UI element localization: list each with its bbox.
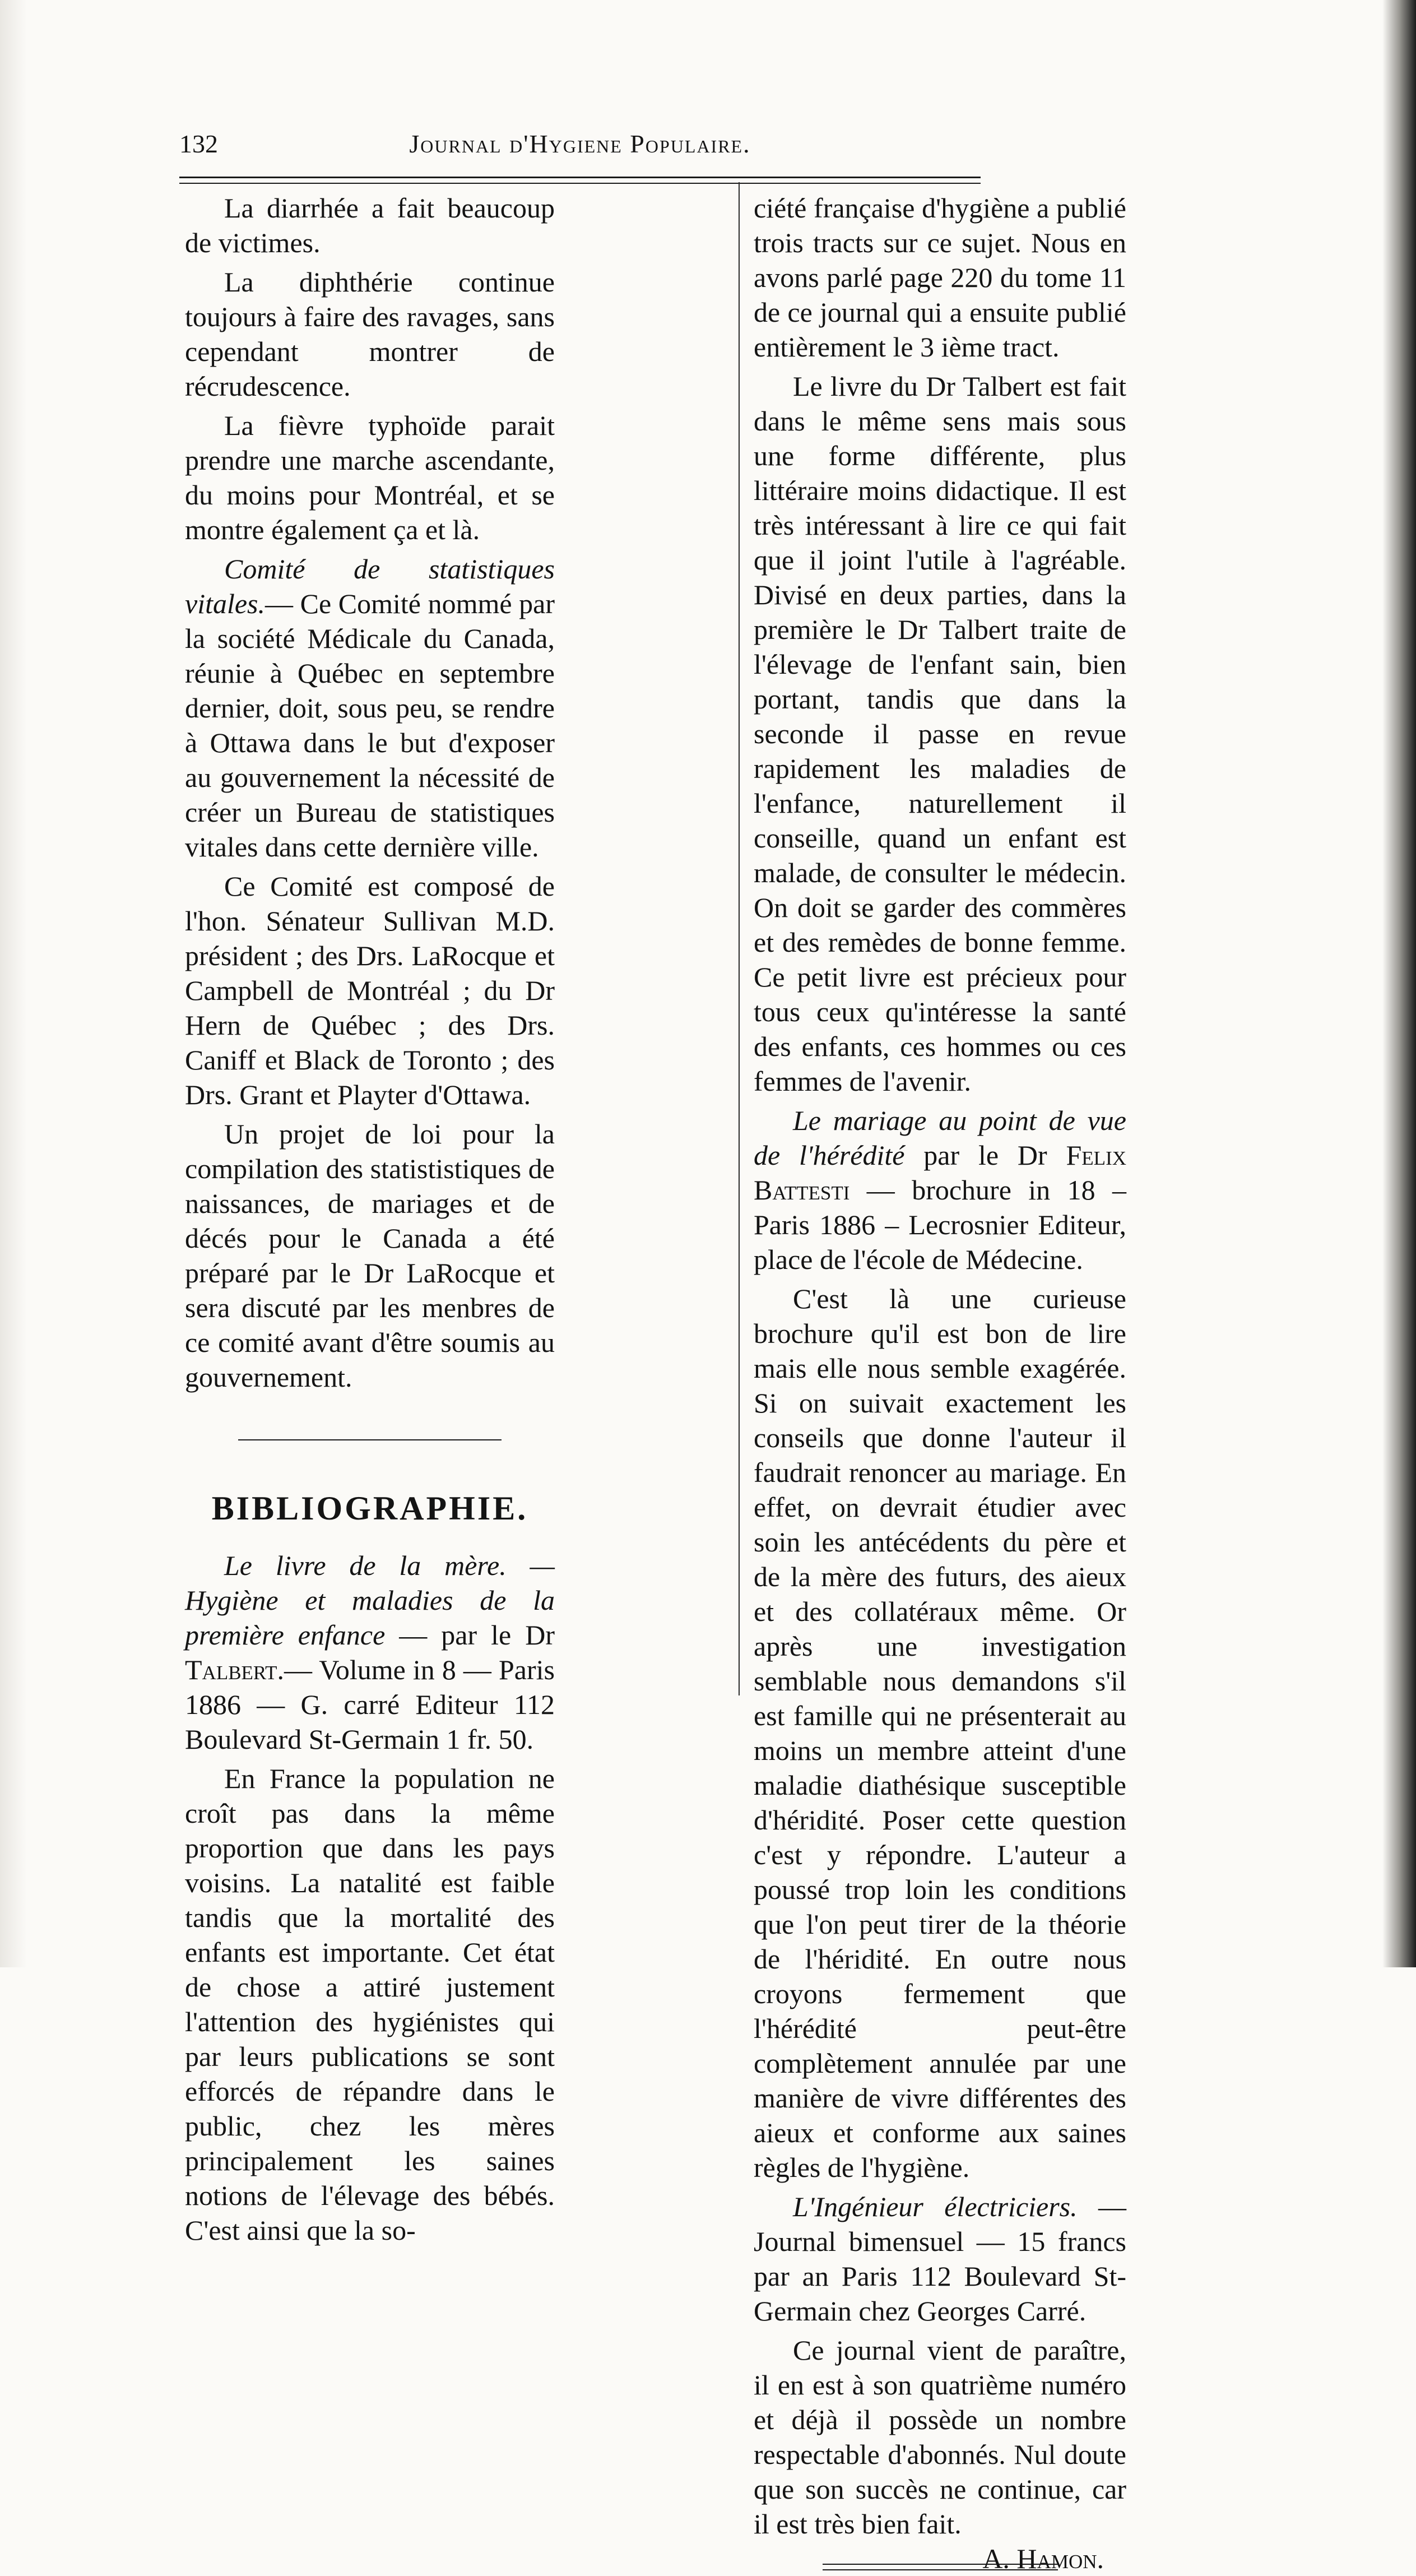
scan-edge-left — [0, 0, 27, 1967]
entry-details: — Journal bimensuel — 15 francs par an Paris 112 Boulevard St-Germain chez Georges Carré. — [754, 2191, 1126, 2327]
section-rule — [238, 1439, 502, 1440]
right-column — [754, 191, 1126, 2576]
paragraph — [185, 552, 555, 864]
entry-by: — par le Dr — [385, 1619, 555, 1651]
bibliography-entry — [754, 1103, 1126, 1277]
paragraph — [754, 2333, 1126, 2574]
author-name: Talbert. — [185, 1654, 285, 1685]
entry-details: — Volume in 8 — Paris 1886 — G. carré Editeur 112 Boulevard St-Germain 1 fr. 50. — [185, 1654, 555, 1755]
paragraph: La diarrhée a fait beaucoup de victimes. — [185, 192, 555, 258]
paragraph: Un projet de loi pour la compilation des statististiques de naissances, de mariages et de décés pour le Canada a été préparé par le Dr LaRocque et sera discuté par les menbres de ce comité avant d'être soumis au gouvernement. — [185, 1118, 555, 1393]
paragraph: La diphthérie continue toujours à faire des ravages, sans cependant montrer de récrudescence. — [185, 266, 555, 402]
paragraph: En France la population ne croît pas dans la même proportion que dans les pays voisins. La natalité est faible tandis que la mortalité des enfants est importante. Cet état de chose a attiré justement l'attention des hygiénistes qui par leurs publications se sont efforcés de répandre dans le public, chez les mères principalement les saines notions de l'élevage des bébés. C'est ainsi que la so- — [185, 1763, 555, 2246]
item-text: — Ce Comité nommé par la société Médicale du Canada, réunie à Québec en septembre dernier, doit, sous peu, se rendre à Ottawa dans le but d'exposer au gouvernement la nécessité de créer un Bureau de statistiques vitales dans cette dernière ville. — [185, 588, 555, 863]
scan-edge-right — [1382, 0, 1416, 1967]
entry-details: — brochure in 18 – Paris 1886 – Lecrosnier Editeur, place de l'école de Médecine. — [754, 1174, 1126, 1275]
column-divider — [739, 182, 740, 1695]
paragraph: Le livre du Dr Talbert est fait dans le même sens mais sous une forme différente, plus littéraire moins didactique. Il est très intéressant à lire ce qui fait que il joint l'utile à l'agréable. Divisé en deux parties, dans la première le Dr Talbert traite de l'élevage de l'enfant sain, bien portant, tandis que dans la seconde il passe en revue rapidement les maladies de l'enfance, naturellement il conseille, quand un enfant est malade, de consulter le médecin. On doit se garder des commères et des remèdes de bonne femme. Ce petit livre est précieux pour tous ceux qu'intéresse la santé des enfants, ces hommes ou ces femmes de l'avenir. — [754, 370, 1126, 1097]
book-title: Le mariage au point de vue de l'hérédité — [754, 1105, 1126, 1171]
signature: A. Hamon. — [982, 2543, 1104, 2574]
item-title: Comité de statistiques vitales. — [185, 553, 555, 619]
paragraph: La fièvre typhoïde parait prendre une marche ascendante, du moins pour Montréal, et se montre également ça et là. — [185, 410, 555, 545]
journal-name: L'Ingénieur électriciers. — [793, 2191, 1078, 2222]
journal-title: Journal d'Hygiene Populaire. — [409, 129, 751, 158]
bibliography-entry — [754, 2189, 1126, 2328]
bibliography-entry — [185, 1548, 555, 1757]
paragraph: C'est là une curieuse brochure qu'il est bon de lire mais elle nous semble exagérée. Si on suivait exactement les conseils que donne l'auteur il faudrait renoncer au mariage. En effet, on devrait étudier avec soin les antécédents du père et de la mère des futurs, des aieux et des collatéraux même. Or après une investigation semblable nous demandons s'il est famille qui ne présenterait au moins un membre atteint d'une maladie diathésique susceptible d'héridité. Poser cette question c'est y répondre. L'auteur a poussé trop loin les conditions que l'on peut tirer de la théorie de l'héridité. En outre nous croyons fermement que l'hérédité peut-être complètement annulée par une manière de vivre différentes des aieux et conforme aux saines règles de l'hygiène. — [754, 1283, 1126, 2183]
paragraph: ciété française d'hygiène a publié trois tracts sur ce sujet. Nous en avons parlé page 220 du tome 11 de ce journal qui a ensuite publié entièrement le 3 ième tract. — [754, 192, 1126, 363]
entry-by: par le Dr — [904, 1139, 1066, 1171]
header-rule — [179, 177, 981, 184]
paragraph: Ce Comité est composé de l'hon. Sénateur Sullivan M.D. président ; des Drs. LaRocque et Campbell de Montréal ; du Dr Hern de Québec ; des Drs. Caniff et Black de Toronto ; des Drs. Grant et Playter d'Ottawa. — [185, 870, 555, 1110]
section-title: BIBLIOGRAPHIE. — [211, 1490, 528, 1527]
page-number: 132 — [179, 129, 218, 158]
author-name: Felix Battesti — [754, 1139, 1126, 1206]
page-header — [179, 129, 981, 174]
left-column — [185, 191, 555, 2252]
book-title: Le livre de la mère. — Hygiène et maladies de la première enfance — [185, 1550, 555, 1651]
paragraph-text: Ce journal vient de paraître, il en est à son quatrième numéro et déjà il possède un nombre respectable d'abonnés. Nul doute que son succès ne continue, car il est très bien fait. — [754, 2334, 1126, 2540]
